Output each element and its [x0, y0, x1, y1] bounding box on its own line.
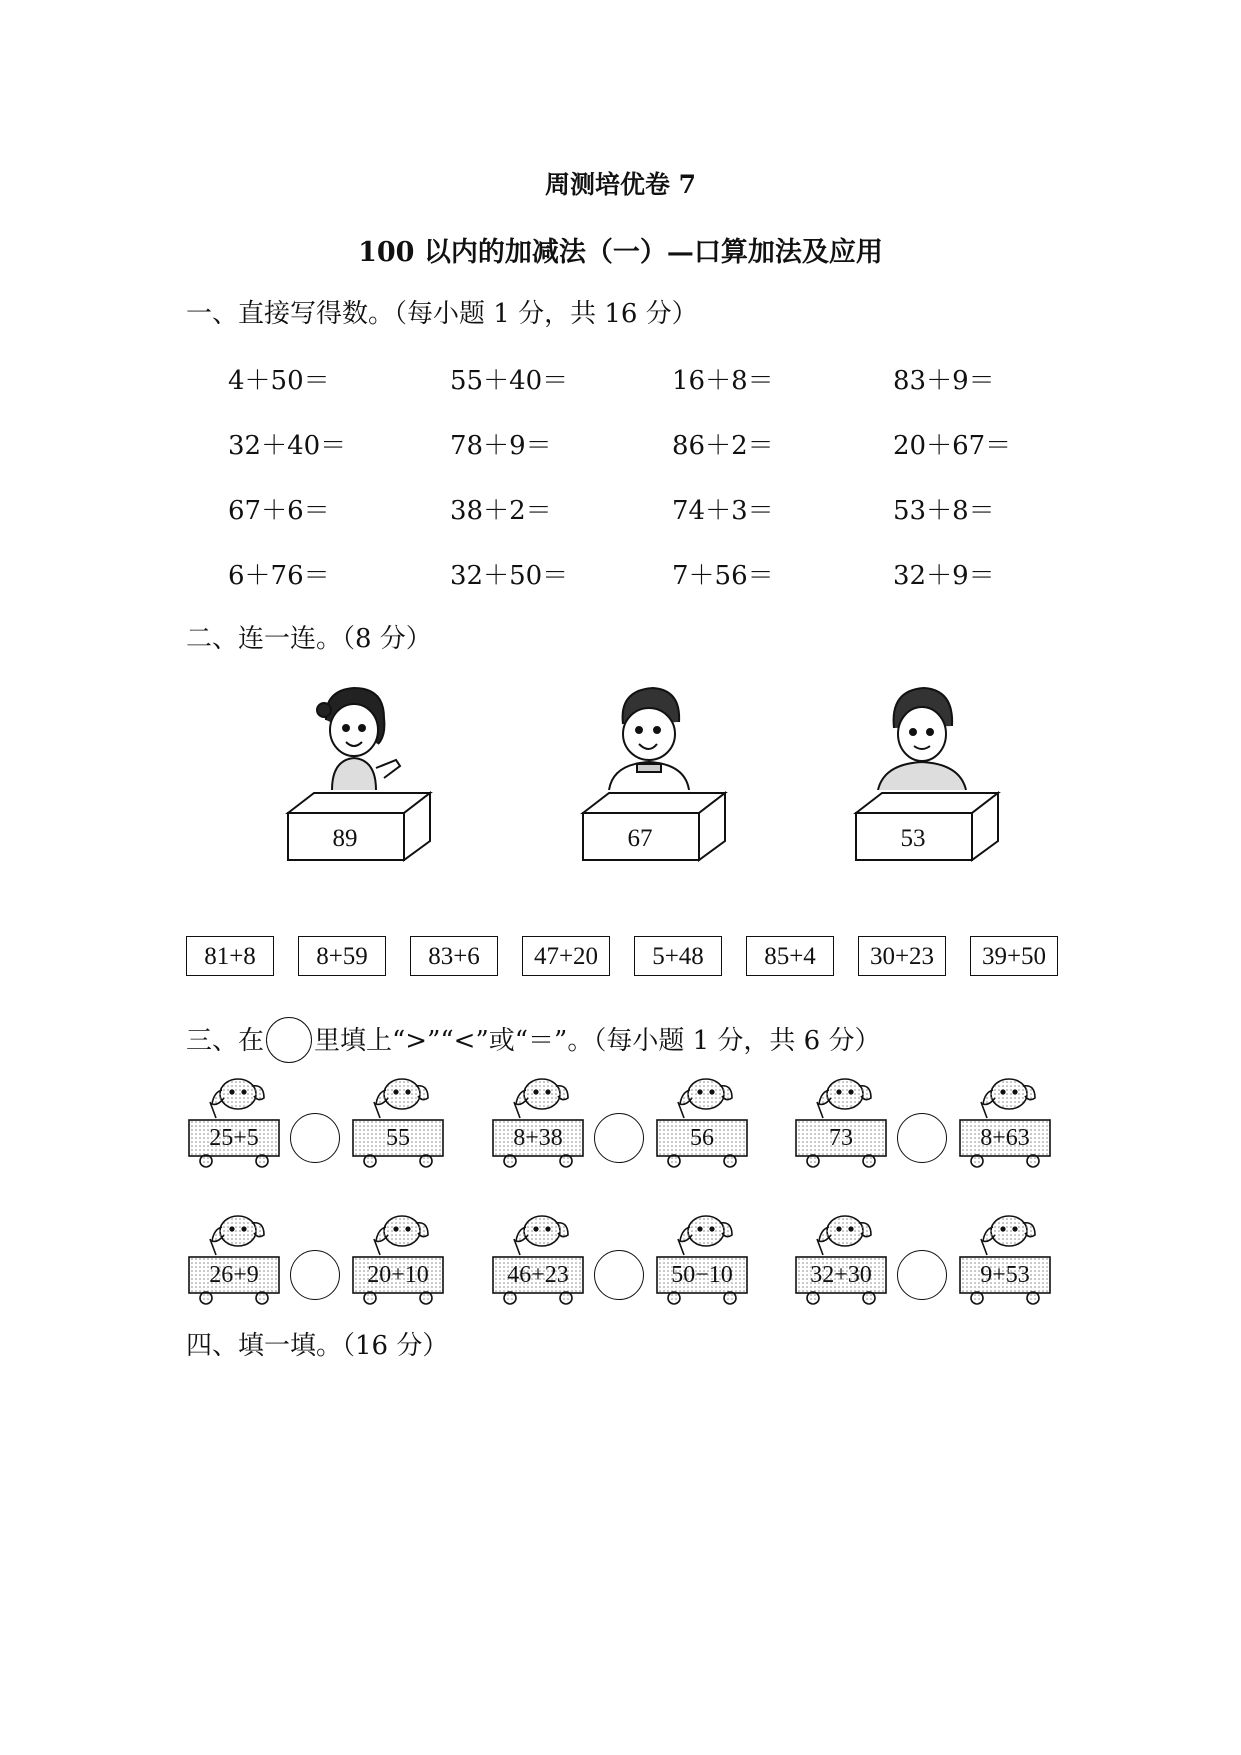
- equation-item: 67＋6＝: [228, 496, 330, 526]
- dog-cart: [957, 1205, 1053, 1305]
- equation-item: 38＋2＝: [450, 496, 552, 526]
- dog-cart: [793, 1068, 889, 1168]
- cart-expression: 8+63: [980, 1125, 1030, 1151]
- cart-expression: 50−10: [671, 1262, 733, 1288]
- section2-heading: 二、连一连。（8 分）: [186, 624, 432, 654]
- equation-item: 16＋8＝: [672, 366, 774, 396]
- dog-cart: [490, 1068, 586, 1168]
- compare-circle[interactable]: [290, 1113, 340, 1163]
- box-number: 53: [900, 825, 926, 852]
- section3-heading-after: 里填上“>”“<”或“＝”。（每小题 1 分，共 6 分）: [314, 1026, 881, 1056]
- equation-item: 32＋50＝: [450, 561, 569, 591]
- section3-heading-before: 三、在: [186, 1026, 265, 1056]
- dog-cart: [793, 1205, 889, 1305]
- number-box: [579, 789, 729, 864]
- box-number: 89: [332, 825, 358, 852]
- dog-cart: [957, 1068, 1053, 1168]
- dog-cart: [186, 1205, 282, 1305]
- expression-box[interactable]: 81+8: [186, 936, 274, 976]
- section1-heading: 一、直接写得数。（每小题 1 分，共 16 分）: [186, 299, 698, 329]
- equation-item: 32＋9＝: [893, 561, 995, 591]
- number-box: [852, 789, 1002, 864]
- equation-item: 7＋56＝: [672, 561, 774, 591]
- cart-expression: 73: [829, 1125, 853, 1151]
- equation-item: 6＋76＝: [228, 561, 330, 591]
- equation-item: 53＋8＝: [893, 496, 995, 526]
- expression-box[interactable]: 47+20: [522, 936, 610, 976]
- expression-box[interactable]: 85+4: [746, 936, 834, 976]
- cart-expression: 9+53: [980, 1262, 1030, 1288]
- cart-expression: 46+23: [507, 1262, 569, 1288]
- equation-item: 74＋3＝: [672, 496, 774, 526]
- equation-item: 78＋9＝: [450, 431, 552, 461]
- page-title: 周测培优卷 7: [544, 170, 697, 199]
- boy-icon: [862, 680, 982, 790]
- expression-box[interactable]: 39+50: [970, 936, 1058, 976]
- equation-item: 20＋67＝: [893, 431, 1012, 461]
- expression-box[interactable]: 83+6: [410, 936, 498, 976]
- compare-circle[interactable]: [897, 1113, 947, 1163]
- equation-item: 83＋9＝: [893, 366, 995, 396]
- dog-cart: [654, 1205, 750, 1305]
- cart-expression: 56: [690, 1125, 714, 1151]
- dog-cart: [350, 1068, 446, 1168]
- cart-expression: 20+10: [367, 1262, 429, 1288]
- cart-expression: 8+38: [513, 1125, 563, 1151]
- box-number: 67: [627, 825, 653, 852]
- girl-icon: [294, 680, 414, 790]
- boy-icon: [589, 680, 709, 790]
- dog-cart: [490, 1205, 586, 1305]
- expression-box[interactable]: 30+23: [858, 936, 946, 976]
- expression-box[interactable]: 5+48: [634, 936, 722, 976]
- cart-expression: 25+5: [209, 1125, 259, 1151]
- section4-heading: 四、填一填。（16 分）: [186, 1331, 449, 1361]
- section3-heading: [186, 1017, 880, 1063]
- page-subtitle: 100 以内的加减法（一）—口算加法及应用: [358, 237, 883, 268]
- compare-circle[interactable]: [897, 1250, 947, 1300]
- circle-icon: [266, 1017, 312, 1063]
- compare-circle[interactable]: [594, 1113, 644, 1163]
- equation-item: 4＋50＝: [228, 366, 330, 396]
- compare-circle[interactable]: [594, 1250, 644, 1300]
- expression-box[interactable]: 8+59: [298, 936, 386, 976]
- equation-item: 55＋40＝: [450, 366, 569, 396]
- dog-cart: [654, 1068, 750, 1168]
- cart-expression: 26+9: [209, 1262, 259, 1288]
- number-box: [284, 789, 434, 864]
- equation-item: 86＋2＝: [672, 431, 774, 461]
- cart-expression: 55: [386, 1125, 410, 1151]
- equation-item: 32＋40＝: [228, 431, 347, 461]
- cart-expression: 32+30: [810, 1262, 872, 1288]
- dog-cart: [350, 1205, 446, 1305]
- compare-circle[interactable]: [290, 1250, 340, 1300]
- dog-cart: [186, 1068, 282, 1168]
